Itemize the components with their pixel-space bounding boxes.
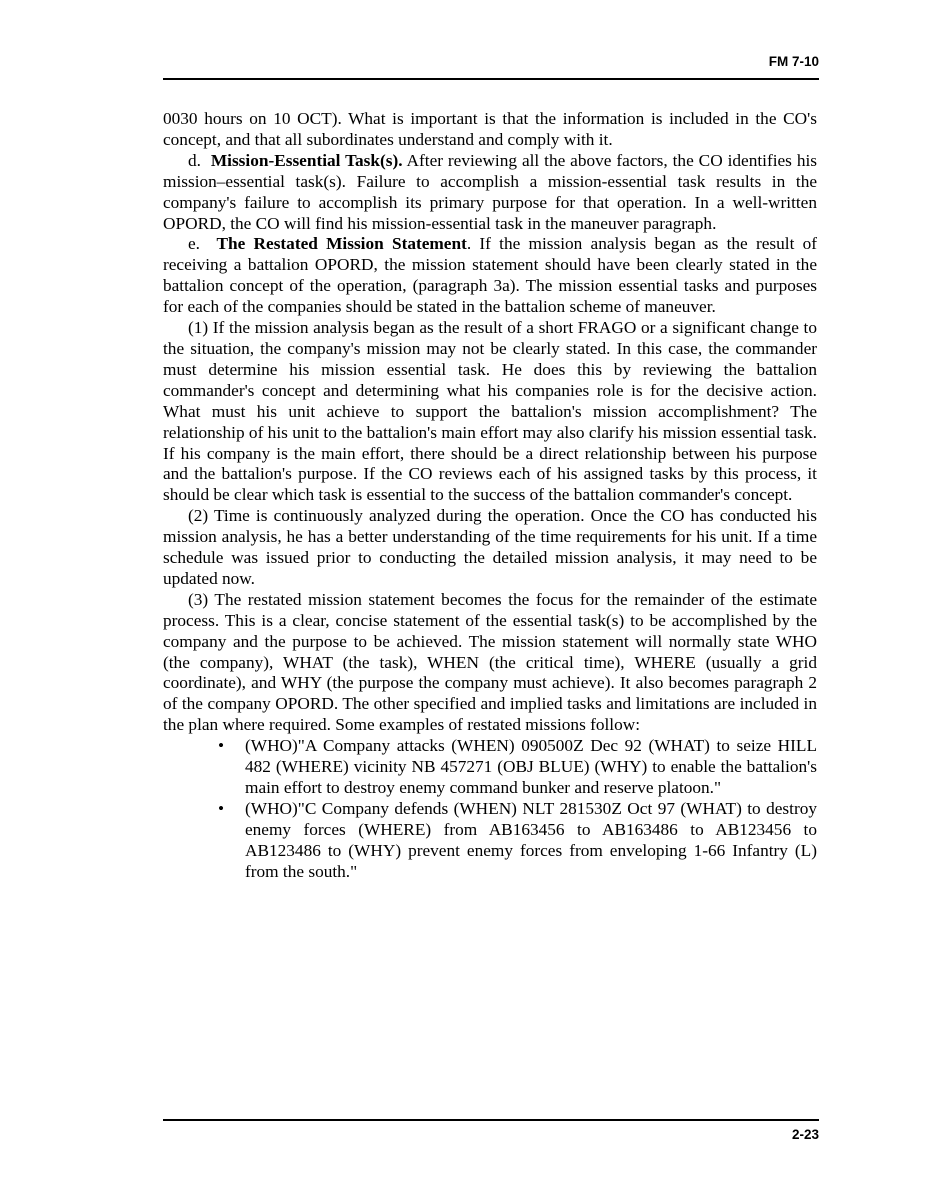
list-item <box>163 736 817 799</box>
continuation-paragraph: 0030 hours on 10 OCT). What is important is that the information is included in the CO's concept, and that all subordinates understand and comply with it. <box>163 109 817 149</box>
paragraph-d-title: Mission-Essential Task(s). <box>210 150 403 170</box>
paragraph-d-label: d. <box>188 150 201 170</box>
bullet-icon: • <box>218 798 225 818</box>
bullet-icon: • <box>218 736 225 756</box>
page-footer <box>163 1119 819 1142</box>
paragraph-e-text: . If the mission analysis began as the result of receiving a battalion OPORD, the mission statement should have been clearly stated in the battalion concept of the operation, (paragraph 3a). The mission essential tasks and purposes for each of the companies should be stated in the battalion scheme of maneuver. <box>163 234 818 317</box>
mission-examples-list <box>163 736 817 882</box>
subparagraph-1: (1) If the mission analysis began as the result of a short FRAGO or a significant change to the situation, the company's mission may not be clearly stated. In this case, the commander must determine his mission essential task. He does this by reviewing the battalion commander's concept and determining what his companies role is for the decisive action. What must his unit achieve to support the battalion's mission accomplishment? The relationship of his unit to the battalion's main effort may also clarify his mission essential task. If his company is the main effort, there should be a direct relationship between his purpose and the battalion's purpose. If the CO reviews each of his assigned tasks by this process, it should be clear which task is essential to the success of the battalion commander's concept. <box>163 318 817 505</box>
paragraph-e-label: e. <box>188 234 200 254</box>
subparagraph-2: (2) Time is continuously analyzed during the operation. Once the CO has conducted his mission analysis, he has a better understanding of the time requirements for his unit. If a time schedule was issued prior to conducting the detailed mission analysis, it may need to be updated now. <box>163 506 817 588</box>
example-text: (WHO)"C Company defends (WHEN) NLT 281530Z Oct 97 (WHAT) to destroy enemy forces (WHERE) from AB163456 to AB163486 to AB123456 to AB123486 to (WHY) prevent enemy forces from enveloping 1-66 Infantry (L) from the south." <box>245 798 817 881</box>
paragraph-e-title: The Restated Mission Statement <box>216 234 467 254</box>
page-header <box>163 50 819 80</box>
paragraph-d-text: After reviewing all the above factors, the CO identifies his mission–essential task(s). Failure to accomplish a mission-essential task results in the company's failure to accomplish its primary purpose for that operation. In a well-written OPORD, the CO will find his mission-essential task in the maneuver paragraph. <box>163 150 818 233</box>
page-number: 2-23 <box>791 1127 819 1142</box>
manual-id: FM 7-10 <box>768 54 819 69</box>
document-body <box>163 109 817 883</box>
example-text: (WHO)"A Company attacks (WHEN) 090500Z Dec 92 (WHAT) to seize HILL 482 (WHERE) vicinity NB 457271 (OBJ BLUE) (WHY) to enable the battalion's main effort to destroy enemy command bunker and reserve platoon." <box>245 736 817 797</box>
paragraph-e <box>163 234 817 318</box>
paragraph-d <box>163 151 817 235</box>
subparagraph-3: (3) The restated mission statement becomes the focus for the remainder of the estimate process. This is a clear, concise statement of the essential task(s) to be accomplished by the company and the purpose to be achieved. The mission statement will normally state WHO (the company), WHAT (the task), WHEN (the critical time), WHERE (usually a grid coordinate), and WHY (the purpose the company must achieve). It also becomes paragraph 2 of the company OPORD. The other specified and implied tasks and limitations are included in the plan where required. Some examples of restated missions follow: <box>163 589 817 735</box>
list-item <box>163 799 817 883</box>
